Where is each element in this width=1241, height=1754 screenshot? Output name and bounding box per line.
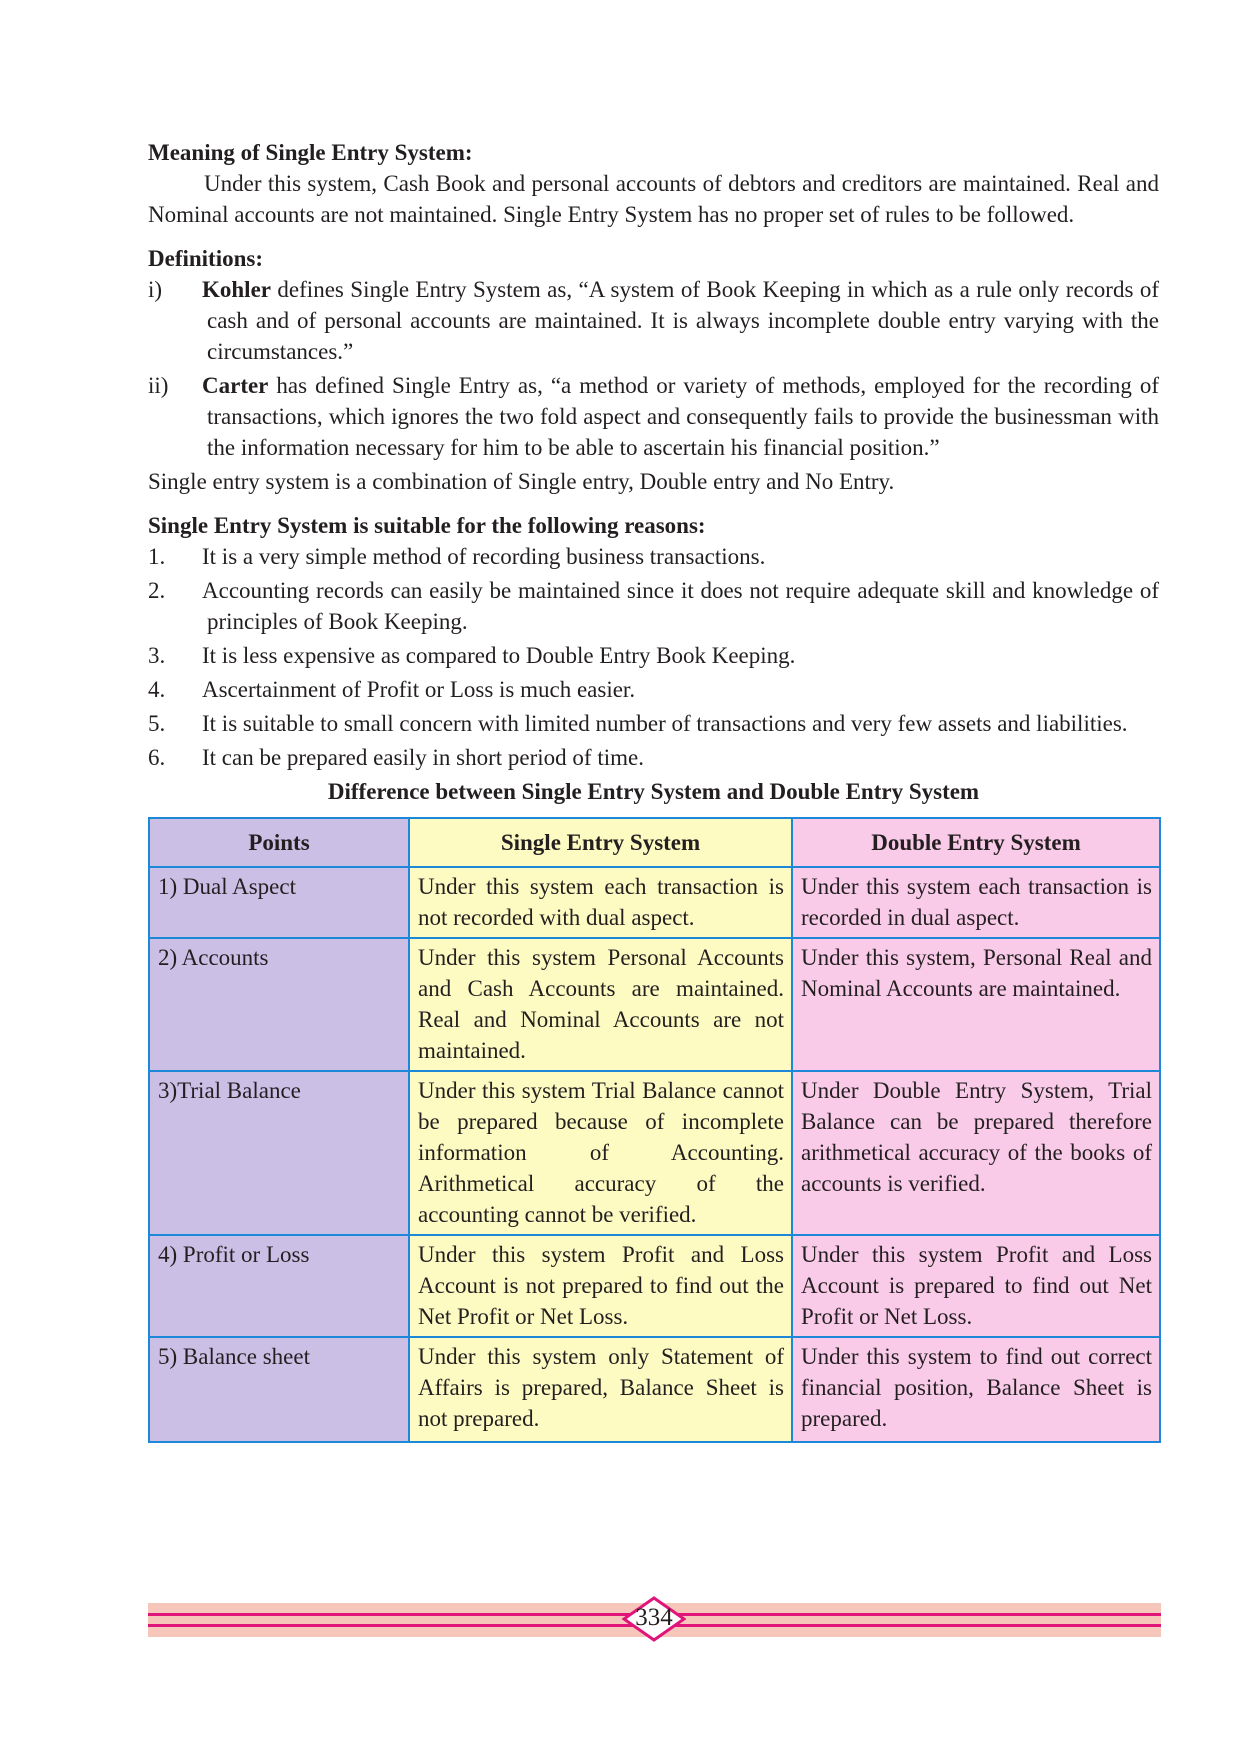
table-cell-point: 1) Dual Aspect (149, 867, 409, 938)
page-footer (148, 1600, 1161, 1640)
list-number: 6. (148, 745, 166, 770)
list-number: 3. (148, 643, 166, 668)
table-cell-double: Under this system, Personal Real and Nominal Accounts are maintained. (792, 938, 1160, 1071)
table-cell-point: 4) Profit or Loss (149, 1235, 409, 1337)
header-single-entry: Single Entry System (409, 818, 792, 867)
table-cell-point: 3)Trial Balance (149, 1071, 409, 1235)
definition-item (148, 274, 1159, 367)
table-caption: Difference between Single Entry System and Double Entry System (327, 779, 980, 804)
page-content (148, 137, 1159, 1443)
table-row (149, 938, 1160, 1071)
combination-sentence: Single entry system is a combination of Single entry, Double entry and No Entry. (148, 469, 895, 494)
definition-number: i) (148, 277, 163, 302)
list-text: It is suitable to small concern with limited number of transactions and very few assets and liabilities. (202, 711, 1128, 736)
table-cell-double: Under this system each transaction is recorded in dual aspect. (792, 867, 1160, 938)
header-double-entry: Double Entry System (792, 818, 1160, 867)
list-text: Accounting records can easily be maintained since it does not require adequate skill and knowledge of principles of Book Keeping. (202, 578, 1159, 634)
table-row (149, 1071, 1160, 1235)
table-cell-single: Under this system Personal Accounts and Cash Accounts are maintained. Real and Nominal Accounts are not maintained. (409, 938, 792, 1071)
list-text: It can be prepared easily in short period of time. (202, 745, 644, 770)
table-cell-double: Under this system to find out correct financial position, Balance Sheet is prepared. (792, 1337, 1160, 1442)
table-row (149, 1337, 1160, 1442)
definition-term: Kohler (202, 277, 271, 302)
list-number: 2. (148, 578, 166, 603)
meaning-heading: Meaning of Single Entry System: (148, 140, 473, 165)
list-item (148, 575, 1159, 637)
list-number: 5. (148, 711, 166, 736)
list-number: 1. (148, 544, 166, 569)
list-text: It is less expensive as compared to Double Entry Book Keeping. (202, 643, 796, 668)
list-number: 4. (148, 677, 166, 702)
table-cell-point: 2) Accounts (149, 938, 409, 1071)
table-cell-point: 5) Balance sheet (149, 1337, 409, 1442)
table-header-row (149, 818, 1160, 867)
table-cell-single: Under this system only Statement of Affairs is prepared, Balance Sheet is not prepared. (409, 1337, 792, 1442)
definition-item (148, 370, 1159, 463)
list-item (148, 674, 1159, 705)
meaning-paragraph: Under this system, Cash Book and personal accounts of debtors and creditors are maintained. Real and Nominal accounts are not maintained. Single Entry System has no proper set of rules to be followed. (148, 171, 1159, 227)
reasons-heading: Single Entry System is suitable for the following reasons: (148, 513, 706, 538)
definitions-heading: Definitions: (148, 246, 263, 271)
table-row (149, 867, 1160, 938)
page-number: 334 (635, 1604, 673, 1631)
table-cell-single: Under this system Trial Balance cannot be prepared because of incomplete information of Accounting. Arithmetical accuracy of the accounting cannot be verified. (409, 1071, 792, 1235)
definition-number: ii) (148, 373, 169, 398)
definition-text: defines Single Entry System as, “A system of Book Keeping in which as a rule only records of cash and of personal accounts are maintained. It is always incomplete double entry varying with the circumstances.” (207, 277, 1159, 364)
list-item (148, 541, 1159, 572)
list-text: It is a very simple method of recording business transactions. (202, 544, 766, 569)
table-cell-single: Under this system each transaction is not recorded with dual aspect. (409, 867, 792, 938)
table-row (149, 1235, 1160, 1337)
definition-term: Carter (202, 373, 269, 398)
table-cell-double: Under this system Profit and Loss Account is prepared to find out Net Profit or Net Loss. (792, 1235, 1160, 1337)
header-points: Points (149, 818, 409, 867)
table-cell-single: Under this system Profit and Loss Account is not prepared to find out the Net Profit or Net Loss. (409, 1235, 792, 1337)
definition-text: has defined Single Entry as, “a method or variety of methods, employed for the recording of transactions, which ignores the two fold aspect and consequently fails to provide the businessman with the information necessary for him to be able to ascertain his financial position.” (207, 373, 1159, 460)
list-text: Ascertainment of Profit or Loss is much easier. (202, 677, 636, 702)
list-item (148, 640, 1159, 671)
list-item (148, 708, 1159, 739)
table-cell-double: Under Double Entry System, Trial Balance can be prepared therefore arithmetical accuracy of the books of accounts is verified. (792, 1071, 1160, 1235)
comparison-table (148, 817, 1161, 1443)
list-item (148, 742, 1159, 773)
